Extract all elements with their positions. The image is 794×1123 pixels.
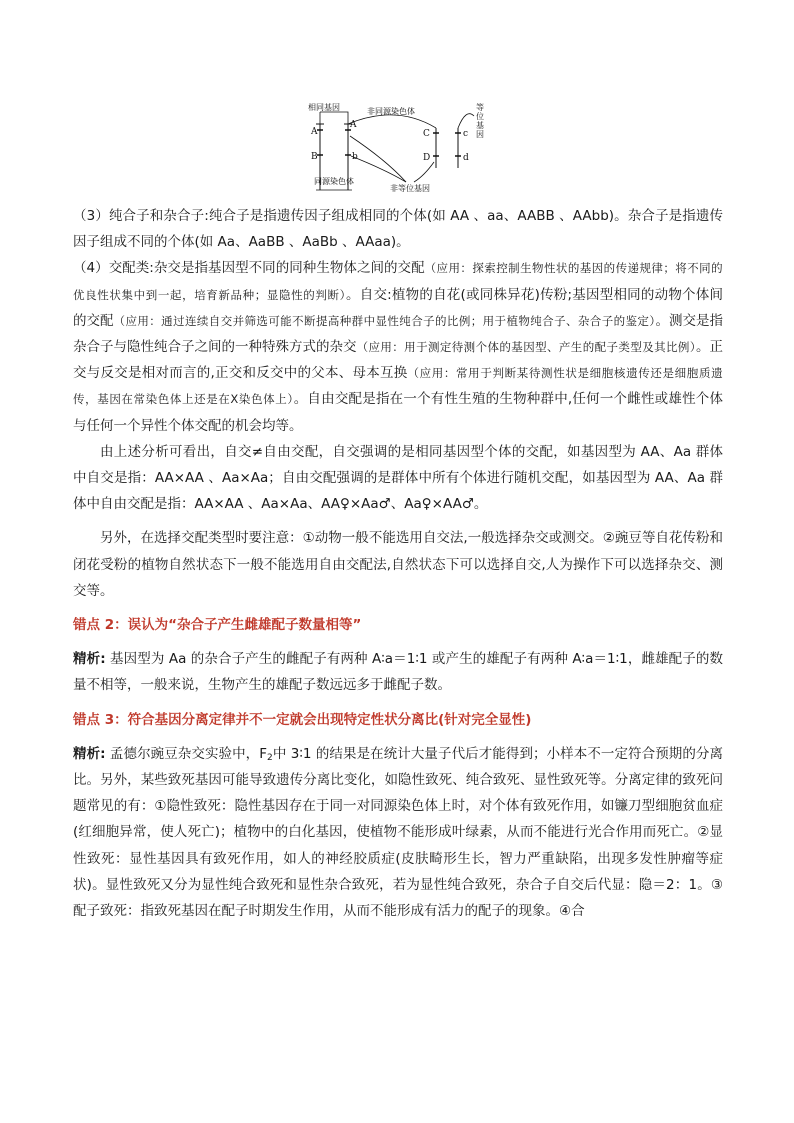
label-same-gene: 相同基因 <box>308 103 340 112</box>
label-allele-1: 等 <box>476 103 484 112</box>
chromosome-gene-diagram <box>306 100 498 194</box>
label-allele-3: 基 <box>476 121 484 130</box>
paragraph-homozygote: （3）纯合子和杂合子:纯合子是指遗传因子组成相同的个体(如 AA 、aa、AABB 、AAbb)。杂合子是指遗传因子组成不同的个体(如 Aa、AaBB 、AaBb 、AAaa)。 <box>73 208 723 251</box>
heading-error-3: 错点 3：符合基因分离定律并不一定就会出现特定性状分离比(针对完全显性) <box>73 711 532 728</box>
gene-b: b <box>352 152 358 162</box>
gene-A-left: A <box>311 127 318 137</box>
paragraph-notes: 另外，在选择交配类型时要注意：①动物一般不能选用自交法,一般选择杂交或测交。②豌豆等自花传粉和闭花受粉的植物自然状态下一般不能选用自由交配法,自然状态下可以选择自交,人为操作下可以选择杂交、测交等。 <box>73 530 723 599</box>
label-allele-2: 位 <box>476 112 484 121</box>
label-nonallele: 非等位基因 <box>390 184 430 193</box>
link-nonallele-3 <box>414 162 434 182</box>
paragraph-mating-types: （4）交配类:杂交是指基因型不同的同种生物体之间的交配（应用：探索控制生物性状的基因的传递规律；将不同的优良性状集中到一起，培育新品种；显隐性的判断）。自交:植物的自花(或同株异花)传粉;基因型相同的动物个体间的交配（应用：通过连续自交并筛选可能不断提高种群中显性纯合子的比例；用于植物纯合子、杂合子的鉴定）。测交是指杂合子与隐性纯合子之间的一种特殊方式的杂交（应用：用于测定待测个体的基因型、产生的配子类型及其比例）。正交与反交是相对而言的,正交和反交中的父本、母本互换（应用：常用于判断某待测性状是细胞核遗传还是细胞质遗传，基因在常染色体上还是在X染色体上）。自由交配是指在一个有性生殖的生物种群中,任何一个雌性或雄性个体与任何一个异性个体交配的机会均等。 <box>73 260 724 434</box>
gene-C: C <box>423 129 430 139</box>
paragraph-analysis-3: 精析: 孟德尔豌豆杂交实验中，$F_2$中 3∶1 的结果是在统计大量子代后才能得到；小样本不一定符合预期的分离比。另外，某些致死基因可能导致遗传分离比变化，如隐性致死、纯合致死、显性致死等。分离定律的致死问题常见的有：①隐性致死：隐性基因存在于同一对同源染色体上时，对个体有致死作用，如镰刀型细胞贫血症(红细胞异常，使人死亡)；植物中的白化基因，使植物不能形成叶绿素，从而不能进行光合作用而死亡。②显性致死：显性基因具有致死作用，如人的神经胶质症(皮肤畸形生长，智力严重缺陷，出现多发性肿瘤等症状)。显性致死又分为显性纯合致死和显性杂合致死，若为显性纯合致死，杂合子自交后代显：隐＝2：1。③配子致死：指致死基因在配子时期发生作用，从而不能形成有活力的配子的现象。④合 <box>73 745 724 920</box>
paragraph-selfing-vs-random: 由上述分析可看出，自交≠自由交配，自交强调的是相同基因型个体的交配，如基因型为 AA、Aa 群体中自交是指：AA×AA 、Aa×Aa；自由交配强调的是群体中所有个体进行随机交配，如基因型为 AA、Aa 群体中自由交配是指：AA×AA 、Aa×Aa、AA♀×Aa♂、Aa♀×AA♂。 <box>73 443 723 513</box>
link-allele <box>458 114 474 128</box>
link-nonhomologous <box>348 115 436 128</box>
label-nonhomologous: 非同源染色体 <box>367 107 415 116</box>
gene-B: B <box>311 152 318 162</box>
label-allele-4: 因 <box>476 130 484 139</box>
link-nonallele-2 <box>351 156 406 182</box>
main-content <box>73 203 723 924</box>
gene-A-right: A <box>350 120 357 130</box>
paragraph-analysis-2: 精析: 基因型为 Aa 的杂合子产生的雌配子有两种 A∶a＝1∶1 或产生的雄配子有两种 A∶a＝1∶1，雌雄配子的数量不相等，一般来说，生物产生的雄配子数远远多于雌配子数。 <box>73 651 723 694</box>
label-homologous: 同源染色体 <box>314 177 354 186</box>
gene-c: c <box>463 129 469 139</box>
gene-D: D <box>423 153 431 163</box>
heading-error-2: 错点 2：误认为“杂合子产生雌雄配子数量相等” <box>73 617 362 634</box>
link-same-gene <box>320 112 348 124</box>
gene-d: d <box>463 153 469 163</box>
diagram-svg <box>306 100 498 194</box>
